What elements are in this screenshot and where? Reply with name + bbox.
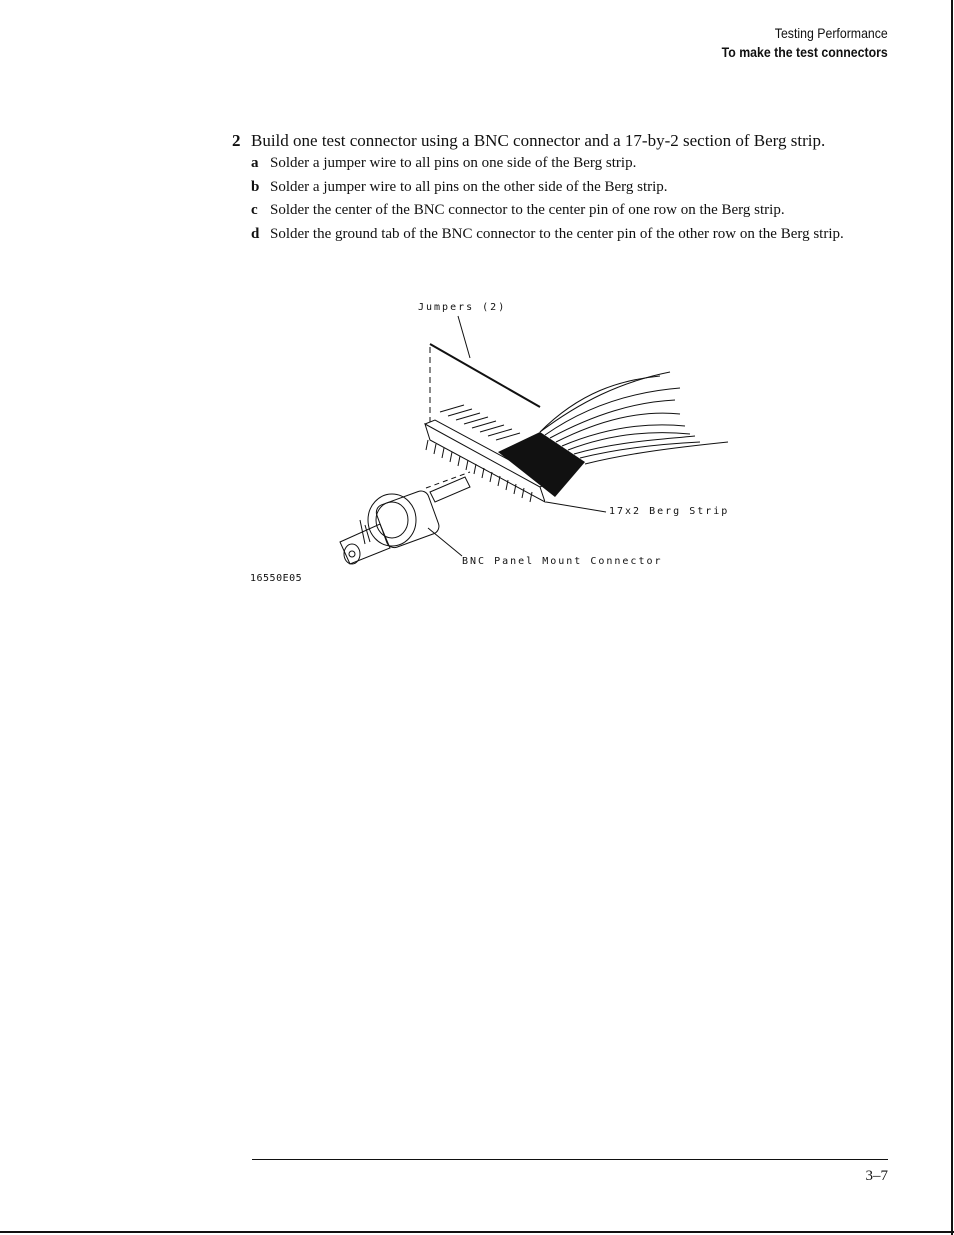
substep-c [232, 201, 850, 221]
substep-list [232, 154, 892, 244]
bnc-connector [340, 472, 470, 564]
substep-letter: b [251, 178, 260, 195]
substep-text: Solder a jumper wire to all pins on the other side of the Berg strip. [270, 178, 668, 195]
instruction-step [232, 130, 892, 248]
page-border-bottom [0, 1231, 954, 1233]
page-number: 3–7 [865, 1168, 888, 1184]
berg-strip-back-pins [440, 405, 520, 440]
header-section-title: Testing Performance [775, 25, 888, 41]
substep-text: Solder the ground tab of the BNC connector to the center pin of the other row on the Berg strip. [270, 225, 844, 242]
step-number: 2 [232, 131, 241, 150]
substep-letter: d [251, 225, 260, 242]
footer-rule [252, 1159, 888, 1160]
running-header [722, 24, 888, 62]
jumpers-leader-line [458, 316, 470, 358]
step-text: Build one test connector using a BNC connector and a 17-by-2 section of Berg strip. [251, 131, 826, 150]
page-border-right [951, 0, 953, 1235]
header-subsection-title: To make the test connectors [721, 44, 888, 60]
substep-b [232, 178, 850, 198]
substep-d [232, 225, 850, 245]
jumper-wire [430, 344, 540, 407]
substep-letter: a [251, 155, 259, 171]
berg-strip-label: 17x2 Berg Strip [609, 506, 730, 517]
connector-illustration [240, 292, 740, 592]
step-line [232, 130, 892, 152]
substep-text: Solder the center of the BNC connector to the center pin of one row on the Berg strip. [270, 202, 785, 218]
berg-strip-leader-line [546, 502, 606, 512]
substep-a [232, 154, 850, 174]
substep-letter: c [251, 202, 258, 218]
connector-drawing [240, 292, 740, 592]
bnc-connector-label: BNC Panel Mount Connector [462, 556, 663, 567]
ribbon-wires [540, 372, 728, 464]
jumpers-label: Jumpers (2) [418, 302, 507, 313]
figure-id-label: 16550E05 [250, 573, 303, 584]
substep-text: Solder a jumper wire to all pins on one side of the Berg strip. [270, 155, 637, 171]
